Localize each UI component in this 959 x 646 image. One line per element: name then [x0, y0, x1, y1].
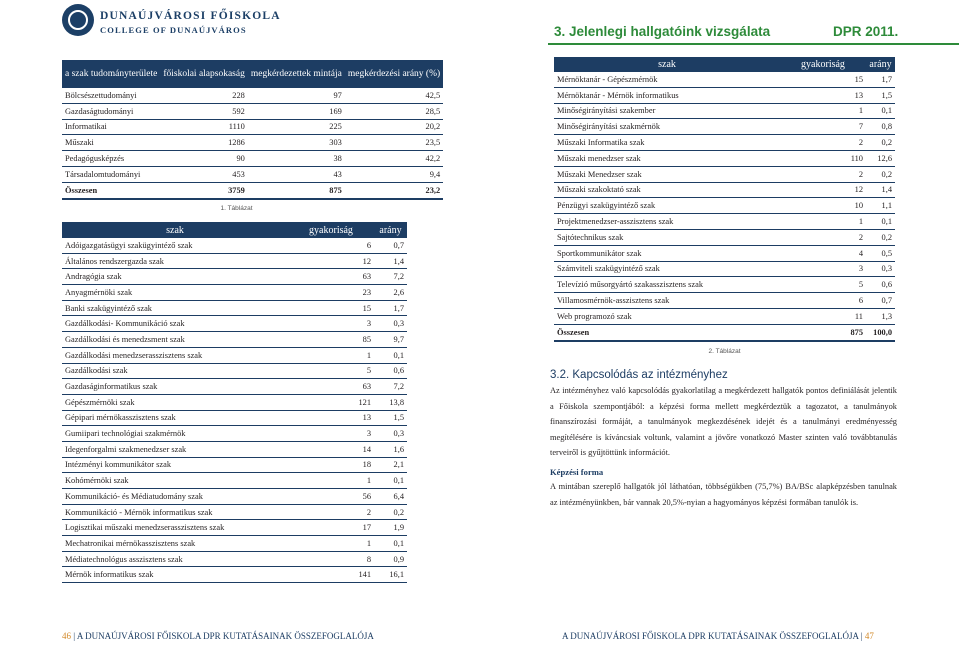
cell: 0,2 — [374, 504, 407, 520]
cell: 43 — [248, 166, 345, 182]
cell: 11 — [780, 308, 866, 324]
cell: 12 — [288, 253, 374, 269]
cell: 1 — [288, 536, 374, 552]
cell: 3 — [288, 316, 374, 332]
cell: 10 — [780, 198, 866, 214]
column-header: arány — [866, 57, 895, 72]
cell: 3759 — [160, 182, 248, 198]
cell: 1,3 — [866, 308, 895, 324]
cell: Mérnöktanár - Mérnök informatikus — [554, 87, 780, 103]
table-row — [62, 551, 407, 567]
cell: 1 — [780, 214, 866, 230]
cell: 85 — [288, 332, 374, 348]
paragraph: Az intézményhez való kapcsolódás gyakorlatilag a megkérdezett hallgatók pontos definiálását jelentik a Főiskola szempontjából: a képzési forma mellett megkérdeztük a tagozatot, a tanulmányok finanszírozási formáját, a tanulmányok megkezdésének idejét és a tanulmányi eredményesség megítélésére is kíváncsiak voltunk, valamint a jövőre vonatkozó Master szinten való továbbtanulás terveiről is gyűjtöttünk információt. — [550, 386, 897, 457]
cell: 1110 — [160, 119, 248, 135]
cell: Logisztikai műszaki menedzserasszisztens szak — [62, 520, 288, 536]
cell: 56 — [288, 489, 374, 505]
cell: 2 — [288, 504, 374, 520]
cell: 0,1 — [374, 347, 407, 363]
table-row — [62, 457, 407, 473]
cell: 2 — [780, 229, 866, 245]
table-row — [554, 72, 895, 87]
cell: Gazdaságtudományi — [62, 103, 160, 119]
cell: Kohómérnöki szak — [62, 473, 288, 489]
cell: Műszaki szakoktató szak — [554, 182, 780, 198]
cell: Mérnök informatikus szak — [62, 567, 288, 583]
cell: 63 — [288, 269, 374, 285]
table-row — [554, 229, 895, 245]
table-row — [554, 293, 895, 309]
cell: 0,1 — [374, 473, 407, 489]
column-header: megkérdezési arány (%) — [345, 60, 443, 88]
cell: Számviteli szakügyintéző szak — [554, 261, 780, 277]
cell: 0,6 — [866, 277, 895, 293]
column-header: szak — [62, 222, 288, 238]
table-row — [62, 119, 443, 135]
table-row — [62, 520, 407, 536]
cell: Mechatronikai mérnökasszisztens szak — [62, 536, 288, 552]
table-row — [62, 379, 407, 395]
cell: 0,3 — [374, 426, 407, 442]
majors-table-part2 — [554, 57, 895, 342]
footer-left: 46 | A DUNAÚJVÁROSI FŐISKOLA DPR KUTATÁSAINAK ÖSSZEFOGLALÓJA — [62, 631, 374, 641]
table-row — [62, 441, 407, 457]
cell: 0,9 — [374, 551, 407, 567]
logo-english-name: COLLEGE OF DUNAÚJVÁROS — [100, 25, 247, 35]
cell: Gazdálkodási és menedzsment szak — [62, 332, 288, 348]
majors-table-part1 — [62, 222, 407, 583]
page-number: 47 — [864, 631, 874, 641]
table-row — [62, 473, 407, 489]
cell: 1,7 — [866, 72, 895, 87]
table-row — [62, 88, 443, 103]
cell: 1 — [288, 473, 374, 489]
cell: 7,2 — [374, 269, 407, 285]
paragraph: A mintában szereplő hallgatók jól láthatóan, többségükben (75,7%) BA/BSc alapképzésben tanulnak az intézményünkben, bár vannak 20,5%-nyian a hagyományos képzési formában tanulók is. — [550, 482, 897, 507]
cell: 12,6 — [866, 150, 895, 166]
page-number: 46 — [62, 631, 71, 641]
table-row — [62, 103, 443, 119]
cell: 1,4 — [866, 182, 895, 198]
cell: Kommunikáció - Mérnök informatikus szak — [62, 504, 288, 520]
cell: Mérnöktanár - Gépészmérnök — [554, 72, 780, 87]
table-row — [62, 504, 407, 520]
total-row — [554, 324, 895, 340]
cell: 16,1 — [374, 567, 407, 583]
cell: 110 — [780, 150, 866, 166]
cell: 23 — [288, 285, 374, 301]
table-row — [62, 489, 407, 505]
cell: 13 — [288, 410, 374, 426]
cell: Gazdálkodási menedzserasszisztens szak — [62, 347, 288, 363]
table-row — [62, 285, 407, 301]
table-caption: 1. Táblázat — [220, 205, 253, 212]
table-row — [62, 363, 407, 379]
cell: 6 — [288, 238, 374, 253]
cell: Műszaki Informatika szak — [554, 135, 780, 151]
cell: 225 — [248, 119, 345, 135]
cell: 1 — [288, 347, 374, 363]
cell: 15 — [288, 300, 374, 316]
cell: Általános rendszergazda szak — [62, 253, 288, 269]
table-row — [62, 151, 443, 167]
chapter-title: 3. Jelenlegi hallgatóink vizsgálata — [554, 24, 771, 39]
cell: 592 — [160, 103, 248, 119]
cell: Gazdaságinformatikus szak — [62, 379, 288, 395]
column-header: a szak tudományterülete — [62, 60, 160, 88]
cell: 23,2 — [345, 182, 443, 198]
cell: 875 — [780, 324, 866, 340]
cell: 2 — [780, 135, 866, 151]
cell: Társadalomtudományi — [62, 166, 160, 182]
cell: Televízió műsorgyártó szakasszisztens szak — [554, 277, 780, 293]
cell: 875 — [248, 182, 345, 198]
cell: 0,6 — [374, 363, 407, 379]
cell: 0,1 — [374, 536, 407, 552]
field-of-study-table — [62, 60, 443, 200]
cell: Sajtótechnikus szak — [554, 229, 780, 245]
cell: 7 — [780, 119, 866, 135]
cell: 1,1 — [866, 198, 895, 214]
table-row — [554, 119, 895, 135]
cell: 90 — [160, 151, 248, 167]
cell: 1,4 — [374, 253, 407, 269]
column-header: gyakoriság — [288, 222, 374, 238]
total-row — [62, 182, 443, 198]
footer-text: A DUNAÚJVÁROSI FŐISKOLA DPR KUTATÁSAINAK ÖSSZEFOGLALÓJA — [76, 631, 374, 641]
cell: Gumiipari technológiai szakmérnök — [62, 426, 288, 442]
cell: 3 — [288, 426, 374, 442]
footer-text: A DUNAÚJVÁROSI FŐISKOLA DPR KUTATÁSAINAK ÖSSZEFOGLALÓJA — [562, 631, 859, 641]
cell: Adóigazgatásügyi szakügyintéző szak — [62, 238, 288, 253]
cell: Médiatechnológus asszisztens szak — [62, 551, 288, 567]
cell: 0,7 — [374, 238, 407, 253]
column-header: főiskolai alapsokaság — [160, 60, 248, 88]
cell: 1,9 — [374, 520, 407, 536]
college-logo — [62, 4, 281, 44]
cell: Intézményi kommunikátor szak — [62, 457, 288, 473]
cell: 13 — [780, 87, 866, 103]
cell: Összesen — [62, 182, 160, 198]
cell: 9,4 — [345, 166, 443, 182]
table-row — [554, 214, 895, 230]
cell: Minőségirányítási szakember — [554, 103, 780, 119]
column-header: szak — [554, 57, 780, 72]
cell: Idegenforgalmi szakmenedzser szak — [62, 441, 288, 457]
cell: 23,5 — [345, 135, 443, 151]
cell: 2 — [780, 166, 866, 182]
table-row — [62, 426, 407, 442]
footer-right: A DUNAÚJVÁROSI FŐISKOLA DPR KUTATÁSAINAK ÖSSZEFOGLALÓJA | 47 — [562, 631, 874, 641]
cell: 1,6 — [374, 441, 407, 457]
cell: 0,8 — [866, 119, 895, 135]
cell: Műszaki menedzser szak — [554, 150, 780, 166]
table-row — [62, 567, 407, 583]
cell: Gépipari mérnökasszisztens szak — [62, 410, 288, 426]
report-year: DPR 2011. — [833, 24, 899, 39]
cell: 303 — [248, 135, 345, 151]
table-row — [62, 300, 407, 316]
cell: 6 — [780, 293, 866, 309]
cell: 12 — [780, 182, 866, 198]
cell: 1 — [780, 103, 866, 119]
cell: Pedagógusképzés — [62, 151, 160, 167]
table-row — [554, 150, 895, 166]
cell: 100,0 — [866, 324, 895, 340]
table-row — [62, 332, 407, 348]
cell: Gépészmérnöki szak — [62, 394, 288, 410]
table-row — [554, 182, 895, 198]
cell: 42,2 — [345, 151, 443, 167]
cell: Villamosmérnök-asszisztens szak — [554, 293, 780, 309]
table-row — [62, 269, 407, 285]
college-emblem-icon — [62, 4, 94, 36]
column-header: gyakoriság — [780, 57, 866, 72]
cell: 5 — [288, 363, 374, 379]
cell: 13,8 — [374, 394, 407, 410]
logo-name: DUNAÚJVÁROSI FŐISKOLA — [100, 10, 281, 22]
table-caption: 2. Táblázat — [708, 348, 741, 355]
cell: 42,5 — [345, 88, 443, 103]
cell: 0,2 — [866, 166, 895, 182]
cell: 20,2 — [345, 119, 443, 135]
cell: Pénzügyi szakügyintéző szak — [554, 198, 780, 214]
cell: 0,1 — [866, 103, 895, 119]
cell: Gazdálkodási szak — [62, 363, 288, 379]
table-row — [62, 536, 407, 552]
cell: Műszaki — [62, 135, 160, 151]
cell: 0,3 — [866, 261, 895, 277]
table-row — [62, 410, 407, 426]
cell: 1286 — [160, 135, 248, 151]
cell: Sportkommunikátor szak — [554, 245, 780, 261]
table-row — [62, 347, 407, 363]
cell: Informatikai — [62, 119, 160, 135]
column-header: megkérdezettek mintája — [248, 60, 345, 88]
cell: 17 — [288, 520, 374, 536]
cell: 1,5 — [374, 410, 407, 426]
table-row — [554, 103, 895, 119]
table-row — [554, 308, 895, 324]
cell: 7,2 — [374, 379, 407, 395]
cell: 169 — [248, 103, 345, 119]
table-row — [554, 277, 895, 293]
cell: Bölcsészettudományi — [62, 88, 160, 103]
cell: Kommunikáció- és Médiatudomány szak — [62, 489, 288, 505]
cell: Gazdálkodási- Kommunikáció szak — [62, 316, 288, 332]
cell: Műszaki Menedzser szak — [554, 166, 780, 182]
cell: Projektmenedzser-asszisztens szak — [554, 214, 780, 230]
table-row — [62, 135, 443, 151]
cell: 63 — [288, 379, 374, 395]
cell: 1,7 — [374, 300, 407, 316]
cell: 2,1 — [374, 457, 407, 473]
cell: 141 — [288, 567, 374, 583]
cell: Web programozó szak — [554, 308, 780, 324]
table-row — [554, 135, 895, 151]
table-row — [554, 245, 895, 261]
table-row — [554, 166, 895, 182]
cell: 121 — [288, 394, 374, 410]
table-row — [62, 394, 407, 410]
cell: 0,1 — [866, 214, 895, 230]
cell: Anyagmérnöki szak — [62, 285, 288, 301]
cell: 28,5 — [345, 103, 443, 119]
cell: 0,5 — [866, 245, 895, 261]
cell: 18 — [288, 457, 374, 473]
cell: Összesen — [554, 324, 780, 340]
cell: 0,2 — [866, 135, 895, 151]
column-header: arány — [374, 222, 407, 238]
cell: 15 — [780, 72, 866, 87]
cell: 9,7 — [374, 332, 407, 348]
cell: 0,2 — [866, 229, 895, 245]
table-row — [554, 261, 895, 277]
section-title: 3.2. Kapcsolódás az intézményhez — [550, 369, 728, 381]
cell: 2,6 — [374, 285, 407, 301]
cell: Banki szakügyintéző szak — [62, 300, 288, 316]
cell: 4 — [780, 245, 866, 261]
cell: 0,3 — [374, 316, 407, 332]
cell: 8 — [288, 551, 374, 567]
table-row — [554, 87, 895, 103]
cell: 0,7 — [866, 293, 895, 309]
cell: 6,4 — [374, 489, 407, 505]
cell: 5 — [780, 277, 866, 293]
cell: 228 — [160, 88, 248, 103]
table-row — [554, 198, 895, 214]
cell: 453 — [160, 166, 248, 182]
table-row — [62, 166, 443, 182]
table-row — [62, 316, 407, 332]
cell: 97 — [248, 88, 345, 103]
cell: Minőségirányítási szakmérnök — [554, 119, 780, 135]
header-divider — [548, 43, 959, 45]
cell: 1,5 — [866, 87, 895, 103]
cell: 38 — [248, 151, 345, 167]
table-row — [62, 253, 407, 269]
cell: Andragógia szak — [62, 269, 288, 285]
cell: 14 — [288, 441, 374, 457]
cell: 3 — [780, 261, 866, 277]
table-row — [62, 238, 407, 253]
subheading: Képzési forma — [550, 467, 604, 477]
